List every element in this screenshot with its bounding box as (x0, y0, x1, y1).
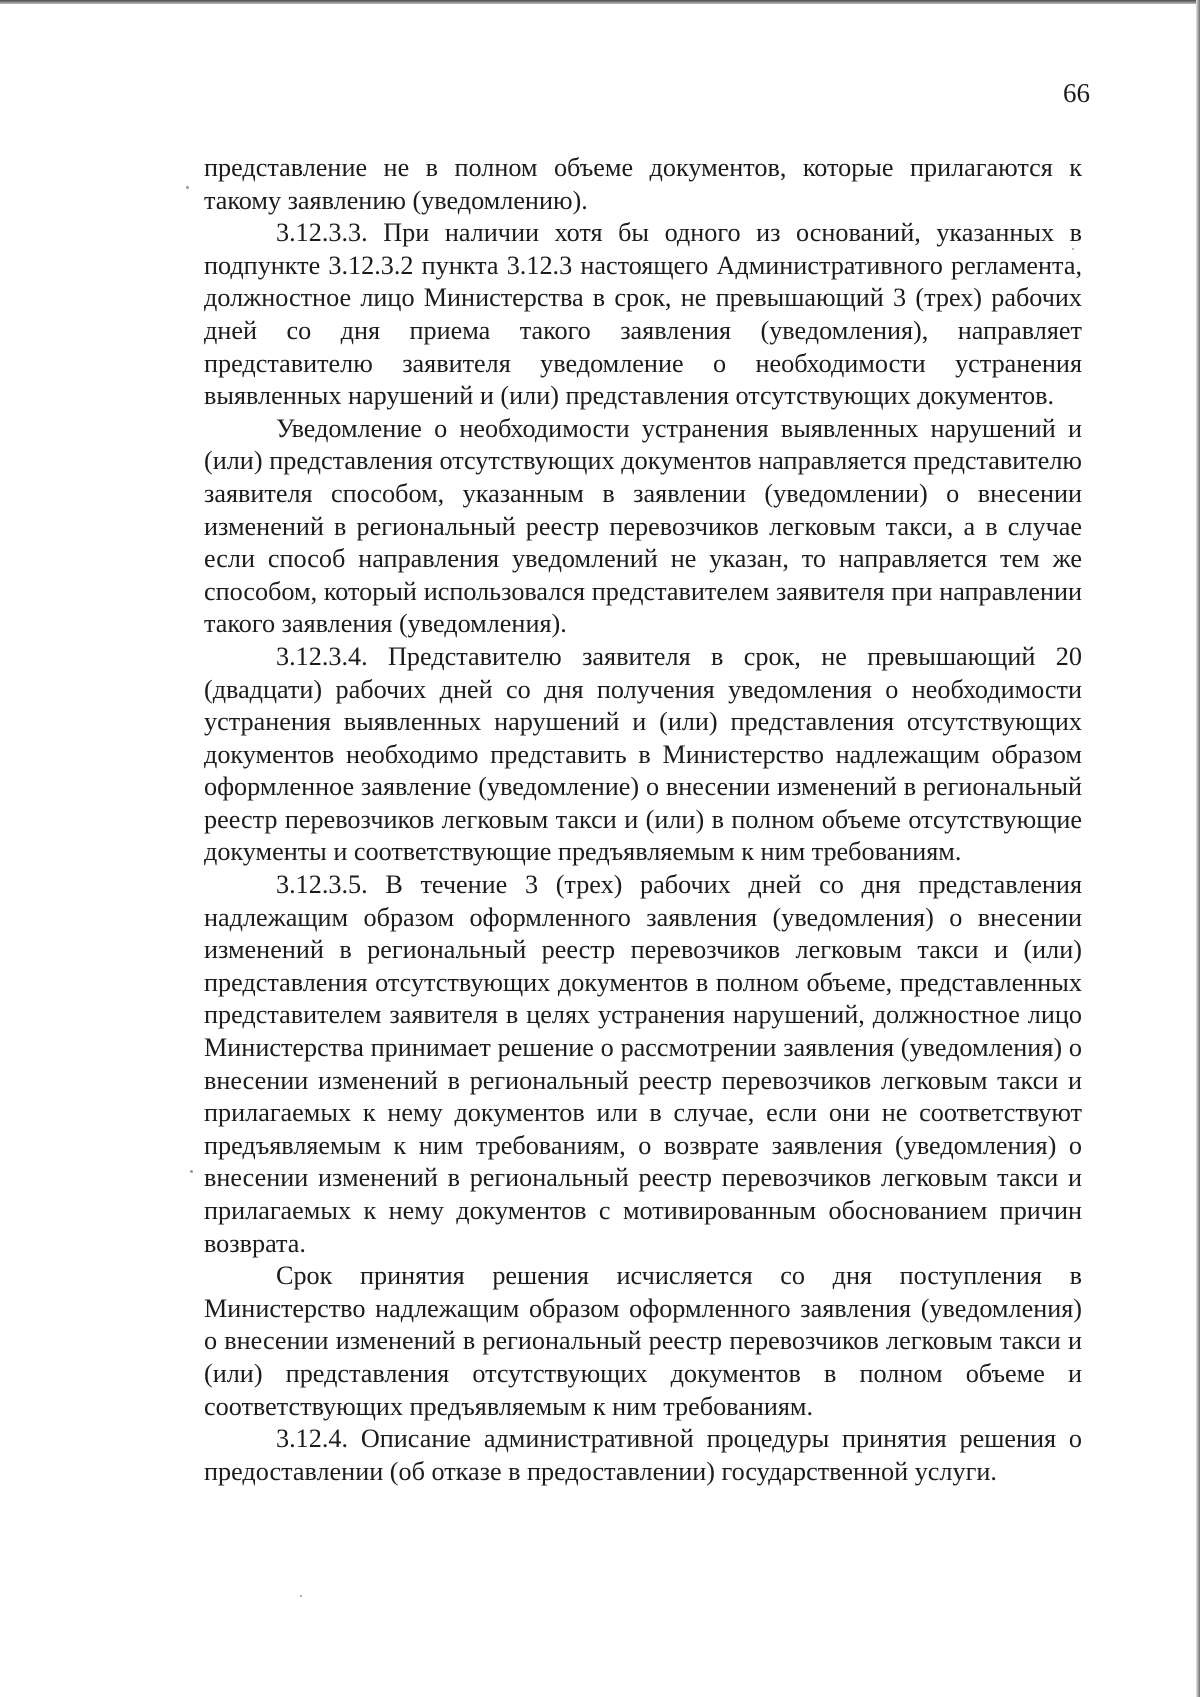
paragraph-notice-method: Уведомление о необходимости устранения выявленных нарушений и (или) представления отсутствующих документов направляется представителю заявителя способом, указанным в заявлении (уведомлении) о внесении изменений в региональный реестр перевозчиков легковым такси, а в случае если способ направления уведомлений не указан, то направляется тем же способом, который использовался представителем заявителя при направлении такого заявления (уведомления). (204, 413, 1082, 639)
scan-speck (190, 1170, 193, 1173)
scan-speck (1072, 248, 1074, 250)
page-number: 66 (1063, 78, 1090, 108)
document-body (204, 152, 1082, 1488)
paragraph-3-12-3-3: 3.12.3.3. При наличии хотя бы одного из оснований, указанных в подпункте 3.12.3.2 пункта 3.12.3 настоящего Административного регламента, должностное лицо Министерства в срок, не превышающий 3 (трех) рабочих дней со дня приема такого заявления (уведомления), направляет представителю заявителя уведомление о необходимости устранения выявленных нарушений и (или) представления отсутствующих документов. (204, 218, 1082, 411)
paragraph-decision-term: Срок принятия решения исчисляется со дня поступления в Министерство надлежащим образом оформленного заявления (уведомления) о внесении изменений в региональный реестр перевозчиков легковым такси и (или) представления отсутствующих документов в полном объеме и соответствующих предъявляемым к ним требованиям. (204, 1261, 1082, 1421)
paragraph-continuation: представление не в полном объеме документов, которые прилагаются к такому заявлению (уведомлению). (204, 153, 1082, 215)
paragraph-3-12-3-5: 3.12.3.5. В течение 3 (трех) рабочих дней со дня представления надлежащим образом оформленного заявления (уведомления) о внесении изменений в региональный реестр перевозчиков легковым такси и (или) представления отсутствующих документов в полном объеме, представленных представителем заявителя в целях устранения нарушений, должностное лицо Министерства принимает решение о рассмотрении заявления (уведомления) о внесении изменений в региональный реестр перевозчиков легковым такси и прилагаемых к нему документов или в случае, если они не соответствуют предъявляемым к ним требованиям, о возврате заявления (уведомления) о внесении изменений в региональный реестр перевозчиков легковым такси и прилагаемых к нему документов с мотивированным обоснованием причин возврата. (204, 870, 1082, 1258)
scan-edge-right (1196, 0, 1200, 1697)
scan-speck (186, 186, 189, 189)
paragraph-3-12-3-4: 3.12.3.4. Представителю заявителя в срок, не превышающий 20 (двадцати) рабочих дней со дня получения уведомления о необходимости устранения выявленных нарушений и (или) представления отсутствующих документов необходимо представить в Министерство надлежащим образом оформленное заявление (уведомление) о внесении изменений в региональный реестр перевозчиков легковым такси и (или) в полном объеме отсутствующие документы и соответствующие предъявляемым к ним требованиям. (204, 641, 1082, 867)
scan-speck (300, 1595, 302, 1597)
scan-edge-top (0, 0, 1200, 4)
paragraph-3-12-4: 3.12.4. Описание административной процедуры принятия решения о предоставлении (об отказе в предоставлении) государственной услуги. (204, 1424, 1082, 1486)
